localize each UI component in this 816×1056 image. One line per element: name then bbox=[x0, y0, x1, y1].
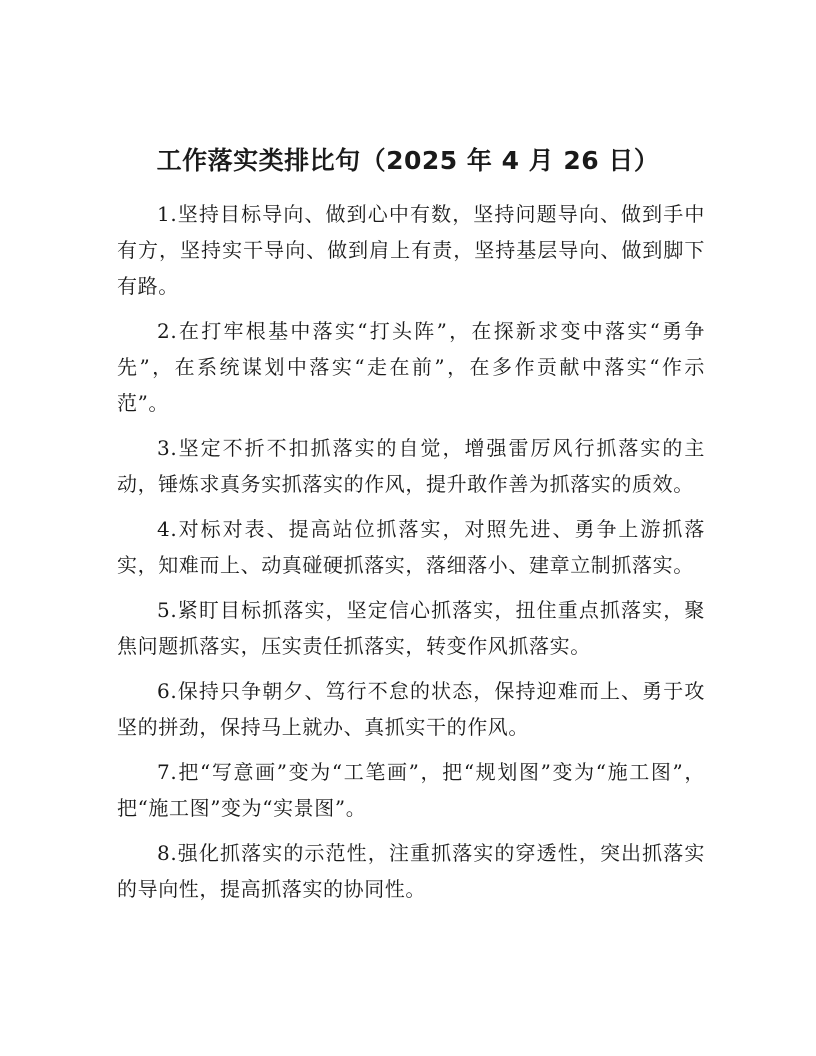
paragraph-2: 2.在打牢根基中落实“打头阵”，在探新求变中落实“勇争先”，在系统谋划中落实“走在前”，在多作贡献中落实“作示范”。 bbox=[117, 319, 705, 415]
paragraph-5: 5.紧盯目标抓落实，坚定信心抓落实，扭住重点抓落实，聚焦问题抓落实，压实责任抓落实，转变作风抓落实。 bbox=[117, 598, 705, 658]
paragraph-4: 4.对标对表、提高站位抓落实，对照先进、勇争上游抓落实，知难而上、动真碰硬抓落实，落细落小、建章立制抓落实。 bbox=[117, 517, 705, 577]
paragraph-7: 7.把“写意画”变为“工笔画”，把“规划图”变为“施工图”，把“施工图”变为“实景图”。 bbox=[117, 760, 705, 820]
paragraph-8: 8.强化抓落实的示范性，注重抓落实的穿透性，突出抓落实的导向性，提高抓落实的协同性。 bbox=[117, 841, 705, 901]
document-title: 工作落实类排比句（2025 年 4 月 26 日） bbox=[156, 146, 660, 175]
paragraph-6: 6.保持只争朝夕、笃行不怠的状态，保持迎难而上、勇于攻坚的拼劲，保持马上就办、真抓实干的作风。 bbox=[117, 679, 705, 739]
paragraph-3: 3.坚定不折不扣抓落实的自觉，增强雷厉风行抓落实的主动，锤炼求真务实抓落实的作风，提升敢作善为抓落实的质效。 bbox=[117, 436, 705, 496]
document-body bbox=[117, 196, 705, 916]
paragraph-1: 1.坚持目标导向、做到心中有数，坚持问题导向、做到手中有方，坚持实干导向、做到肩上有责，坚持基层导向、做到脚下有路。 bbox=[117, 202, 705, 298]
